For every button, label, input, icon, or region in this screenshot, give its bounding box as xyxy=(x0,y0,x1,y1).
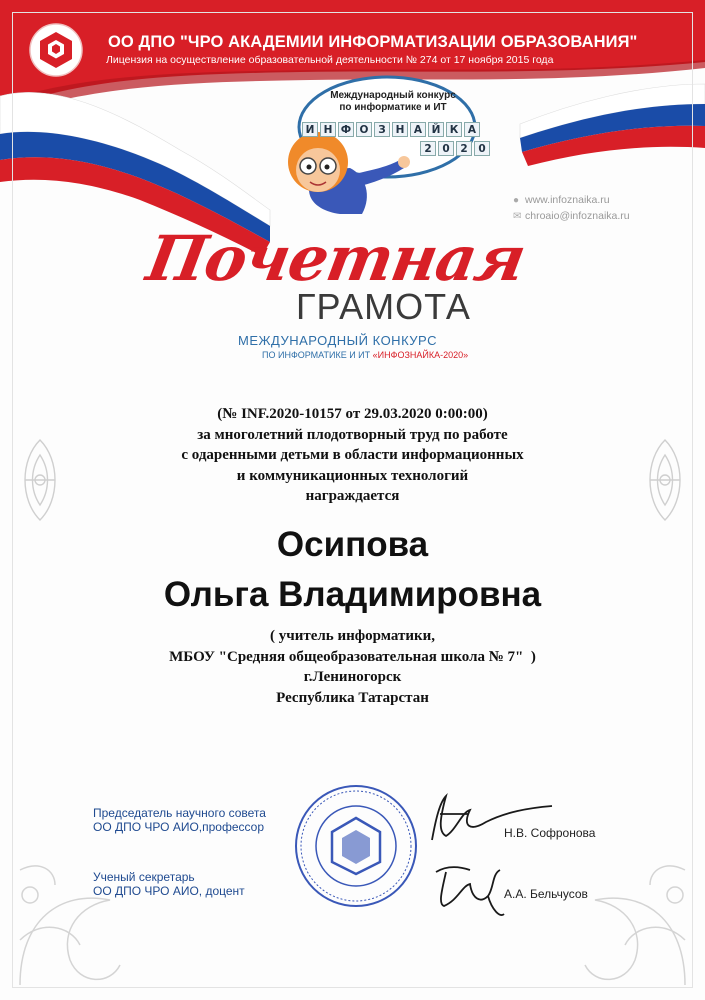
license-line: Лицензия на осуществление образовательной деятельности № 274 от 17 ноября 2015 года xyxy=(106,54,554,66)
brand-letter: Н xyxy=(320,122,336,137)
signatory-2-name: А.А. Бельчусов xyxy=(504,887,588,901)
award-reason-line: награждается xyxy=(305,488,400,504)
year-digit: 2 xyxy=(456,141,472,156)
signatory-1-title-line2: ОО ДПО ЧРО АИО,профессор xyxy=(93,820,264,834)
subtitle-contest-name: «ИНФОЗНАЙКА-2020» xyxy=(372,350,469,360)
recipient-detail-line: ( учитель информатики, xyxy=(269,628,436,644)
recipient-detail-line: Республика Татарстан xyxy=(276,689,429,706)
title-script: Почетная xyxy=(141,222,531,295)
signatory-1-title xyxy=(93,806,266,834)
year-digit: 0 xyxy=(438,141,454,156)
academy-logo-icon xyxy=(28,22,84,78)
contest-logo-line2: по информатике и ИТ xyxy=(339,102,447,113)
brand-letter: О xyxy=(356,122,372,137)
award-reason-line: и коммуникационных технологий xyxy=(236,467,469,484)
recipient-surname: Осипова xyxy=(276,525,429,564)
email-contact[interactable] xyxy=(513,210,630,222)
subtitle-prefix: ПО ИНФОРМАТИКЕ И ИТ xyxy=(262,350,371,360)
globe-icon: ● xyxy=(513,195,520,206)
recipient-details xyxy=(80,626,625,708)
brand-letter: А xyxy=(464,122,480,137)
organization-name: ОО ДПО "ЧРО АКАДЕМИИ ИНФОРМАТИЗАЦИИ ОБРАЗОВАНИЯ" xyxy=(108,33,638,51)
contest-year-digits xyxy=(420,141,492,156)
award-number: (№ INF.2020-10157 от 29.03.2020 0:00:00) xyxy=(217,406,488,422)
contest-brand-letters xyxy=(302,122,482,137)
signatory-1-name: Н.В. Софронова xyxy=(504,826,596,840)
recipient-given-names: Ольга Владимировна xyxy=(163,575,542,614)
signatory-2-title xyxy=(93,870,245,898)
website-text: www.infoznaika.ru xyxy=(525,194,610,206)
award-reason-line: с одаренными детьми в области информационных xyxy=(181,447,524,463)
title-main: ГРАМОТА xyxy=(296,286,471,327)
recipient-detail-line: г.Лениногорск xyxy=(303,669,402,685)
brand-letter: К xyxy=(446,122,462,137)
title-subtitle: МЕЖДУНАРОДНЫЙ КОНКУРС xyxy=(238,333,437,348)
brand-letter: З xyxy=(374,122,390,137)
signatory-2-title-line1: Ученый секретарь xyxy=(93,870,195,884)
recipient-detail-line: МБОУ "Средняя общеобразовательная школа № 7" ) xyxy=(169,648,536,665)
contest-logo-caption xyxy=(318,90,468,114)
brand-letter: Й xyxy=(428,122,444,137)
contest-logo-line1: Международный конкурс xyxy=(330,90,456,101)
year-digit: 0 xyxy=(474,141,490,156)
award-reason-line: за многолетний плодотворный труд по работе xyxy=(197,426,508,443)
brand-letter: А xyxy=(410,122,426,137)
title-subtitle-contest xyxy=(262,350,468,360)
envelope-icon: ✉ xyxy=(513,211,522,222)
brand-letter: Ф xyxy=(338,122,354,137)
email-text: chroaio@infoznaika.ru xyxy=(525,210,630,222)
brand-letter: И xyxy=(302,122,318,137)
brand-letter: Н xyxy=(392,122,408,137)
website-contact[interactable] xyxy=(513,194,610,206)
year-digit: 2 xyxy=(420,141,436,156)
signatory-1-title-line1: Председатель научного совета xyxy=(93,806,266,820)
signatory-2-title-line2: ОО ДПО ЧРО АИО, доцент xyxy=(93,884,245,898)
award-text xyxy=(80,404,625,507)
